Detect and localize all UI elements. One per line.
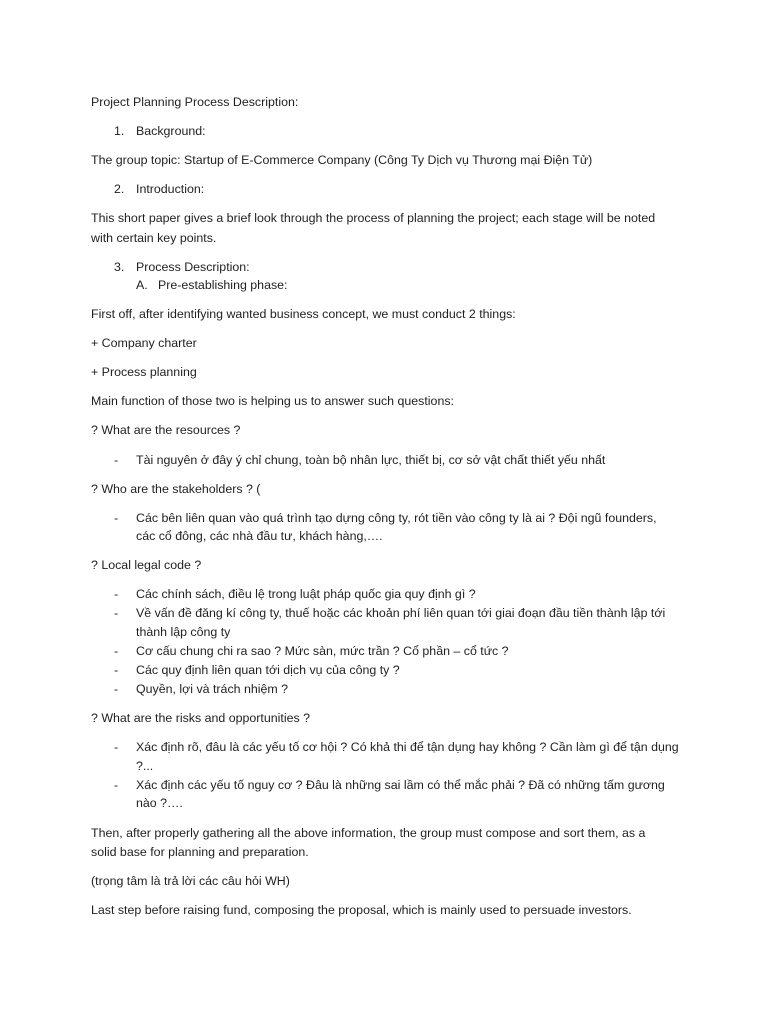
bullet-text-continued: thành lập công ty — [136, 625, 231, 639]
bullet-dash: - — [114, 606, 119, 620]
plus-item-company-charter: + Company charter — [91, 336, 197, 350]
subsection-letter-a: A. — [136, 278, 148, 292]
question-stakeholders: ? Who are the stakeholders ? ( — [91, 482, 261, 496]
bullet-dash: - — [114, 644, 119, 658]
bullet-text-continued: ?... — [136, 759, 154, 773]
intro-paragraph-line-2: with certain key points. — [91, 231, 217, 245]
subsection-heading-pre-establishing: Pre-establishing phase: — [158, 278, 288, 292]
section-heading-process-description: Process Description: — [136, 260, 250, 274]
then-paragraph-line-1: Then, after properly gathering all the above information, the group must compose and sort them, as a — [91, 826, 646, 840]
group-topic-text: The group topic: Startup of E-Commerce Company (Công Ty Dịch vụ Thương mại Điện Tử) — [91, 153, 593, 167]
bullet-text: Các chính sách, điều lệ trong luật pháp quốc gia quy định gì ? — [136, 587, 476, 601]
bullet-text-continued: các cổ đông, các nhà đầu tư, khách hàng,…. — [136, 529, 383, 543]
question-legal-code: ? Local legal code ? — [91, 558, 202, 572]
plus-item-process-planning: + Process planning — [91, 365, 197, 379]
then-paragraph-line-2: solid base for planning and preparation. — [91, 845, 309, 859]
bullet-dash: - — [114, 778, 119, 792]
bullet-text: Xác định các yếu tố nguy cơ ? Đâu là những sai lầm có thể mắc phải ? Đã có những tấm gương — [136, 778, 665, 792]
bullet-dash: - — [114, 453, 119, 467]
main-function-paragraph: Main function of those two is helping us to answer such questions: — [91, 394, 454, 408]
section-number-2: 2. — [114, 182, 125, 196]
bullet-text: Quyền, lợi và trách nhiệm ? — [136, 682, 289, 696]
first-off-paragraph: First off, after identifying wanted business concept, we must conduct 2 things: — [91, 307, 516, 321]
bullet-dash: - — [114, 587, 119, 601]
intro-paragraph-line-1: This short paper gives a brief look through the process of planning the project; each stage will be noted — [91, 211, 656, 225]
question-risks-opportunities: ? What are the risks and opportunities ? — [91, 711, 311, 725]
bullet-text: Xác định rõ, đâu là các yếu tố cơ hội ? Có khả thi để tận dụng hay không ? Cần làm gì để tận dụng — [136, 740, 679, 754]
bullet-dash: - — [114, 511, 119, 525]
bullet-text-continued: nào ?…. — [136, 796, 183, 810]
last-step-paragraph: Last step before raising fund, composing the proposal, which is mainly used to persuade investors. — [91, 903, 632, 917]
bullet-dash: - — [114, 663, 119, 677]
bullet-text: Tài nguyên ở đây ý chỉ chung, toàn bộ nhân lực, thiết bị, cơ sở vật chất thiết yếu nhất — [136, 453, 606, 467]
bullet-text: Về vấn đề đăng kí công ty, thuế hoặc các khoản phí liên quan tới giai đoạn đầu tiền thành lập tới — [136, 606, 666, 620]
bullet-dash: - — [114, 682, 119, 696]
section-number-1: 1. — [114, 124, 125, 138]
section-heading-introduction: Introduction: — [136, 182, 205, 196]
bullet-dash: - — [114, 740, 119, 754]
question-resources: ? What are the resources ? — [91, 423, 241, 437]
section-heading-background: Background: — [136, 124, 206, 138]
wh-note: (trọng tâm là trả lời các câu hỏi WH) — [91, 874, 290, 888]
section-number-3: 3. — [114, 260, 125, 274]
bullet-text: Các bên liên quan vào quá trình tạo dựng công ty, rót tiền vào công ty là ai ? Đội ngũ founders, — [136, 511, 657, 525]
bullet-text: Các quy định liên quan tới dịch vụ của công ty ? — [136, 663, 400, 677]
bullet-text: Cơ cấu chung chi ra sao ? Mức sàn, mức trần ? Cổ phần – cổ tức ? — [136, 644, 509, 658]
document-title: Project Planning Process Description: — [91, 95, 299, 109]
